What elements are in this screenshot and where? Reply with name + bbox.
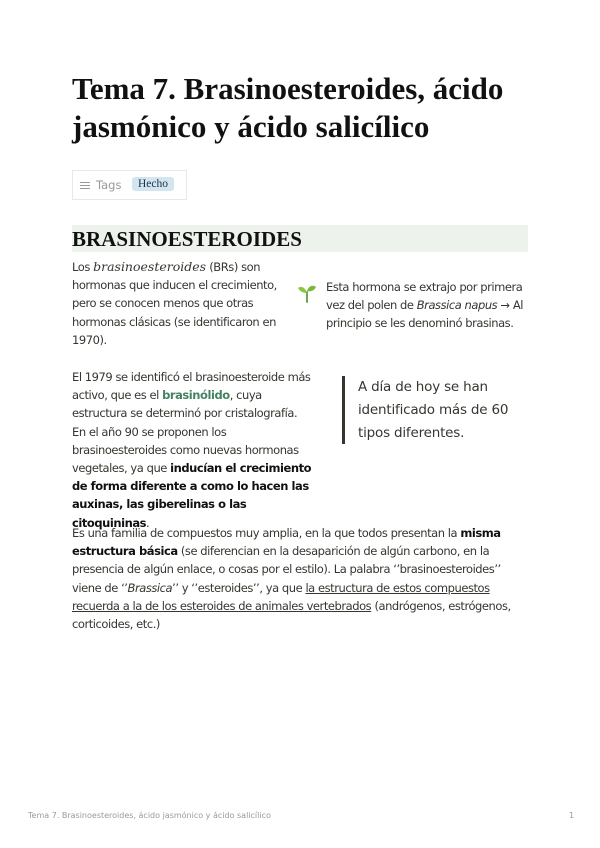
list-icon — [80, 182, 90, 190]
page-number: 1 — [569, 811, 575, 820]
text-run-green: brasinólido — [162, 388, 230, 403]
text-run: (se diferencian en la desaparición de algún carbono, en la presencia de algún enlace, o cosas por el estilo). La palabra ‘’brasinoesteroides’’ viene de ‘’ — [72, 544, 501, 595]
sprout-icon — [296, 282, 318, 304]
text-run-italic: Brassica napus — [416, 298, 498, 313]
page-title: Tema 7. Brasinoesteroides, ácido jasmónico y ácido salicílico — [72, 71, 504, 144]
tag-pill[interactable]: Hecho — [132, 177, 174, 191]
tags-label: Tags — [96, 178, 122, 192]
text-run: Esta hormona se extrajo por primera vez del polen de — [326, 280, 523, 313]
text-run: El 1979 se identificó el brasinoesteroide más activo, que es el — [72, 370, 311, 403]
text-run: ’’ y ‘’esteroides’’, ya que — [172, 580, 306, 595]
tags-property[interactable] — [72, 170, 187, 200]
text-run: . — [146, 515, 150, 530]
text-run-underline: la estructura de estos compuestos recuerda a la de los esteroides de animales vertebrados — [72, 580, 490, 613]
text-run: Es una familia de compuestos muy amplia, en la que todos presentan la — [72, 526, 461, 540]
blockquote: A día de hoy se han identificado más de 60 tipos diferentes. — [342, 376, 538, 444]
text-run: Los — [72, 260, 94, 274]
text-run-italic: Brassica — [127, 580, 173, 595]
text-run: → Al principio se les denominó brasinas. — [326, 298, 523, 331]
page-footer: Tema 7. Brasinoesteroides, ácido jasmónico y ácido salicílico — [28, 811, 271, 820]
text-run: (andrógenos, estrógenos, corticoides, etc.) — [72, 598, 511, 632]
callout-text — [326, 278, 532, 333]
text-run-bold: misma estructura básica — [72, 526, 501, 559]
paragraph-history — [72, 368, 312, 532]
text-run-italic: brasinoesteroides — [93, 259, 207, 274]
text-run: (BRs) son hormonas que inducen el crecimiento, pero se conocen menos que otras hormonas clásicas (se identificaron en 1970). — [72, 260, 277, 347]
paragraph-intro — [72, 258, 282, 349]
section-heading: BRASINOESTEROIDES — [72, 225, 528, 252]
text-run-bold: inducían el crecimiento de forma diferente a como lo hacen las auxinas, las giberelinas o las citoquininas — [72, 461, 312, 530]
text-run: , cuya estructura se determinó por cristalografía. En el año 90 se proponen los brasinoesteroides como nuevas hormonas vegetales, ya que — [72, 388, 299, 476]
paragraph-family — [72, 524, 532, 633]
